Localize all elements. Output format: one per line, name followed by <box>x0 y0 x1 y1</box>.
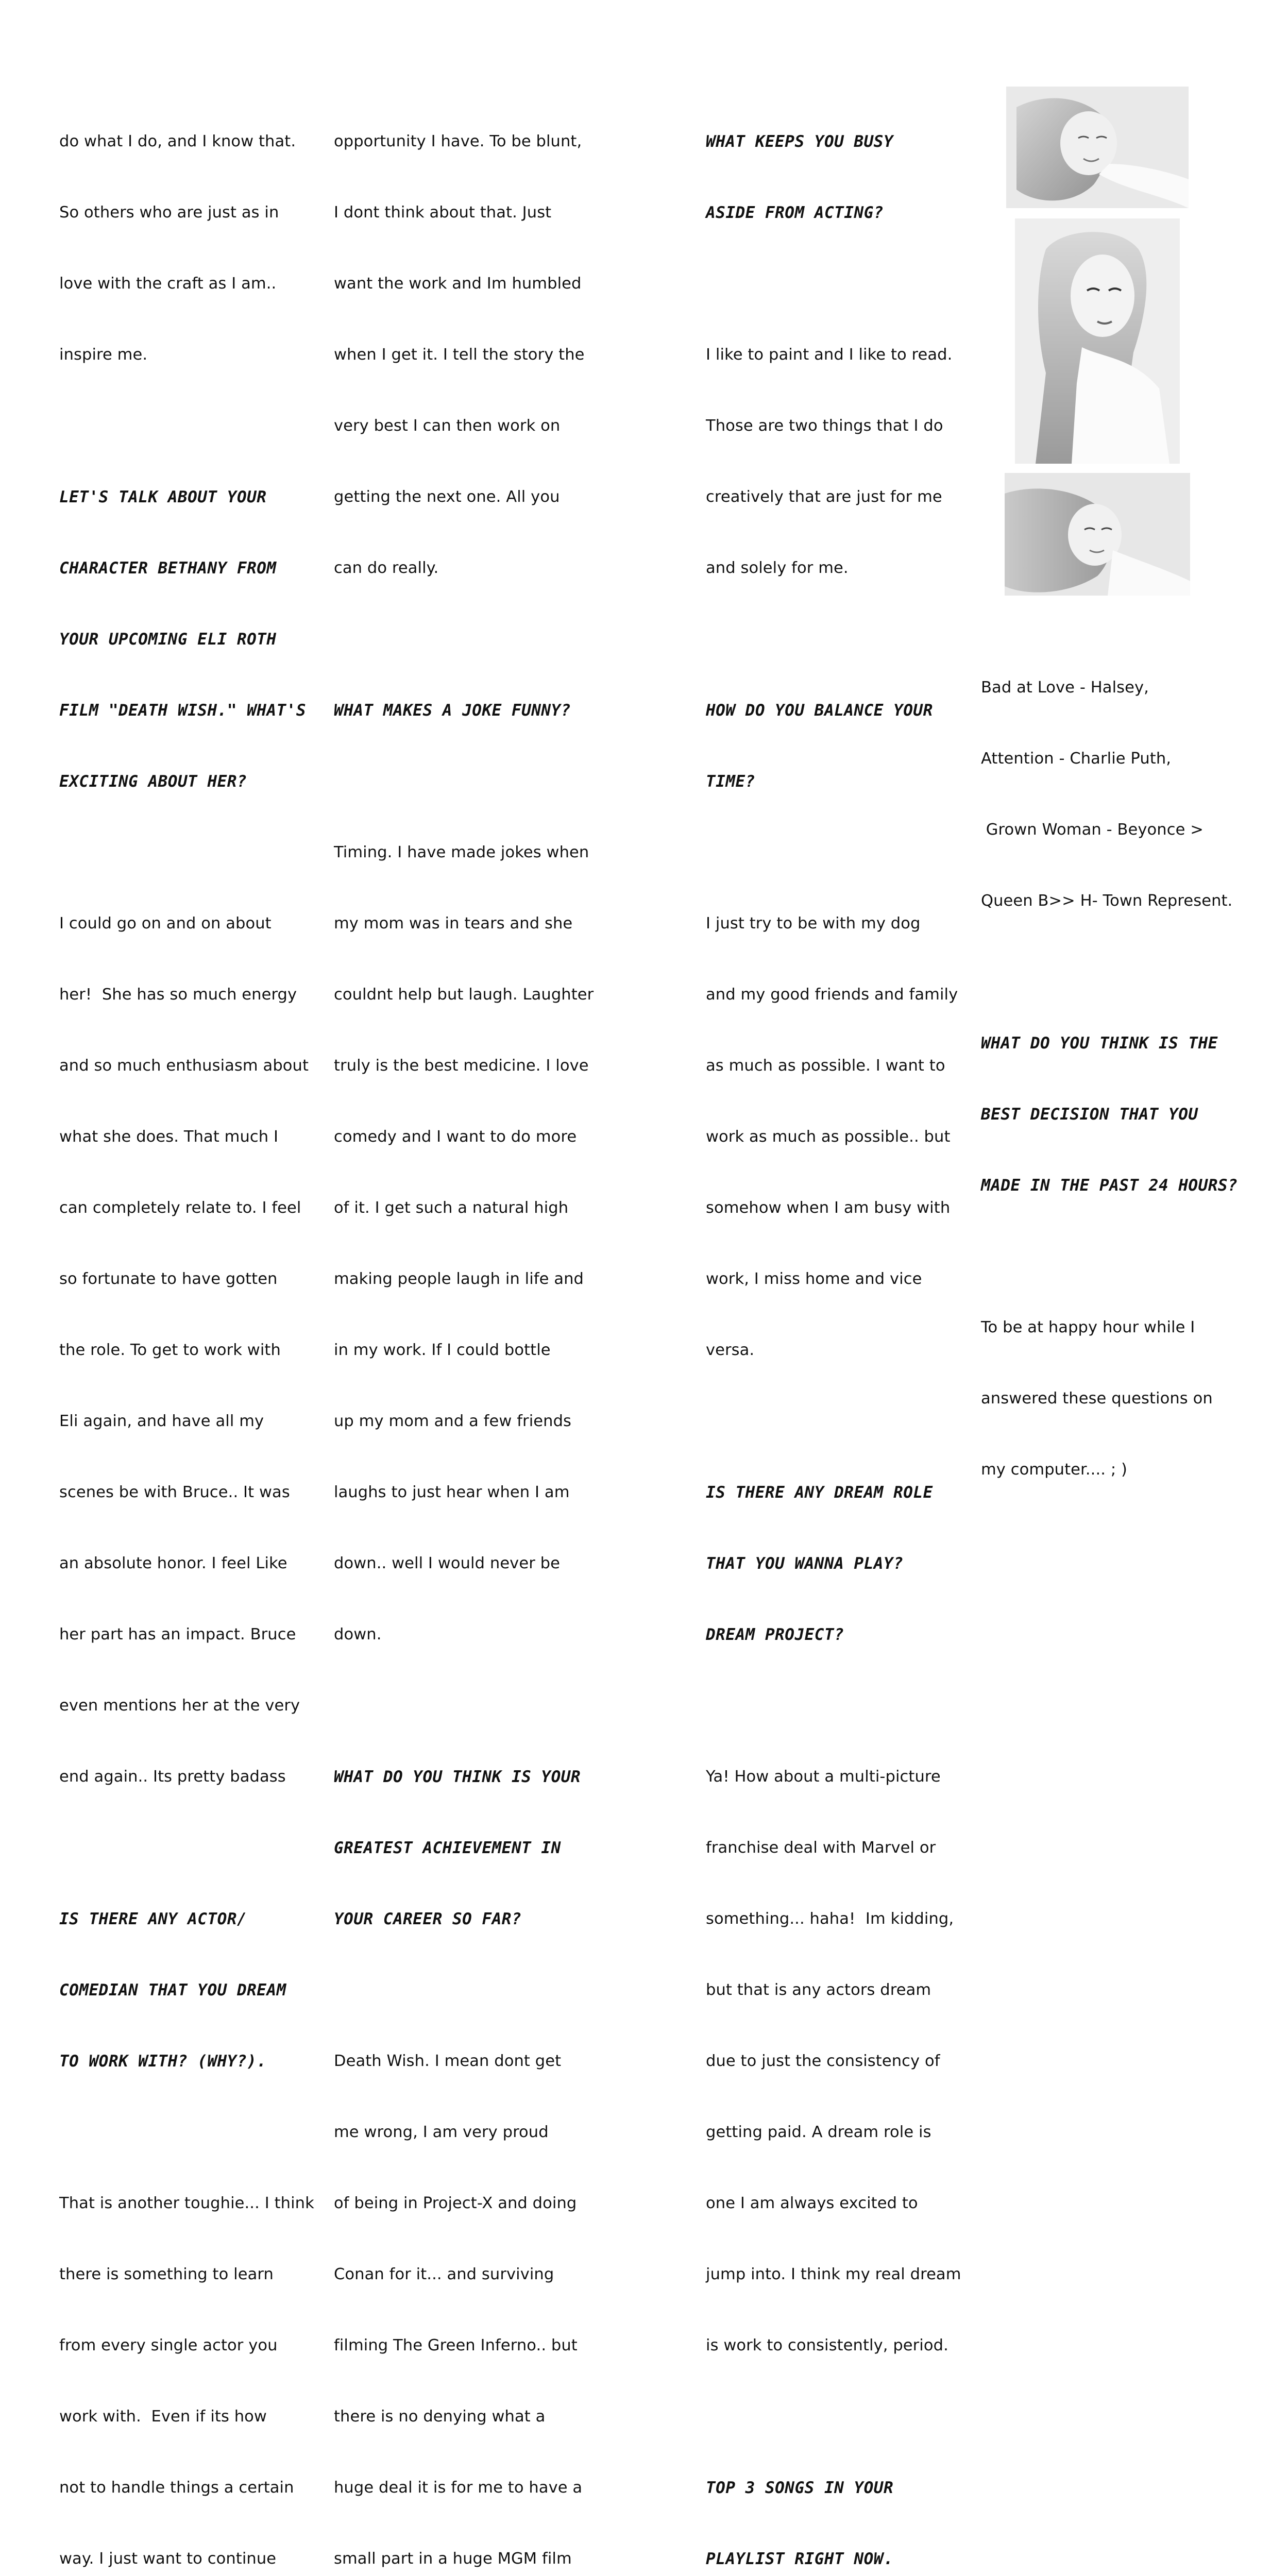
text-line: as much as possible. I want to <box>706 1057 945 1075</box>
text-line: is work to consistently, period. <box>706 2336 948 2354</box>
heading-line: MADE IN THE PAST 24 HOURS? <box>981 1176 1238 1195</box>
text-line: an absolute honor. I feel Like <box>59 1554 287 1572</box>
text-line: opportunity I have. To be blunt, <box>334 132 582 150</box>
text-line: can do really. <box>334 559 439 577</box>
text-line: couldnt help but laugh. Laughter <box>334 986 594 1004</box>
text-line: the role. To get to work with <box>59 1341 281 1359</box>
text-line: versa. <box>706 1341 755 1359</box>
portrait-photo-1 <box>1006 87 1189 208</box>
column-3 <box>706 82 974 2576</box>
text-line: up my mom and a few friends <box>334 1412 572 1430</box>
text-line: work, I miss home and vice <box>706 1270 922 1288</box>
text-line: do what I do, and I know that. <box>59 132 296 150</box>
portrait-illustration <box>1006 87 1189 208</box>
text-line: something... haha! Im kidding, <box>706 1910 954 1928</box>
text-line: what she does. That much I <box>59 1128 279 1146</box>
text-line: love with the craft as I am.. <box>59 275 277 293</box>
text-line: of being in Project-X and doing <box>334 2194 577 2212</box>
text-line: Attention - Charlie Puth, <box>981 750 1172 768</box>
text-line: making people laugh in life and <box>334 1270 584 1288</box>
text-line: I could go on and on about <box>59 914 272 933</box>
text-line: jump into. I think my real dream <box>706 2265 961 2283</box>
question-heading <box>706 651 974 841</box>
portrait-illustration <box>1015 218 1180 464</box>
text-line: me wrong, I am very proud <box>334 2123 549 2141</box>
text-line: I just try to be with my dog <box>706 914 921 933</box>
question-heading <box>334 651 597 770</box>
text-line: down.. well I would never be <box>334 1554 560 1572</box>
text-line: of it. I get such a natural high <box>334 1199 569 1217</box>
text-line: and solely for me. <box>706 559 849 577</box>
heading-line: WHAT DO YOU THINK IS YOUR <box>334 1768 581 1786</box>
heading-line: HOW DO YOU BALANCE YOUR <box>706 701 933 720</box>
text-line: can completely relate to. I feel <box>59 1199 301 1217</box>
text-line: Those are two things that I do <box>706 417 943 435</box>
heading-line: WHAT DO YOU THINK IS THE <box>981 1034 1218 1053</box>
text-line: filming The Green Inferno.. but <box>334 2336 578 2354</box>
text-line: and so much enthusiasm about <box>59 1057 309 1075</box>
column-1 <box>59 82 322 2576</box>
answer-paragraph <box>981 629 1269 960</box>
text-line: Eli again, and have all my <box>59 1412 264 1430</box>
text-line: Queen B>> H- Town Represent. <box>981 892 1233 910</box>
text-line: her part has an impact. Bruce <box>59 1625 296 1643</box>
question-heading <box>706 82 974 272</box>
text-line: Conan for it... and surviving <box>334 2265 554 2283</box>
heading-line: LET'S TALK ABOUT YOUR <box>59 488 267 506</box>
heading-line: BEST DECISION THAT YOU <box>981 1105 1198 1124</box>
heading-line: GREATEST ACHIEVEMENT IN <box>334 1839 561 1857</box>
text-line: somehow when I am busy with <box>706 1199 951 1217</box>
text-line: due to just the consistency of <box>706 2052 940 2070</box>
text-line: getting paid. A dream role is <box>706 2123 931 2141</box>
heading-line: WHAT KEEPS YOU BUSY <box>706 132 894 151</box>
text-line: Grown Woman - Beyonce > <box>981 821 1204 839</box>
paragraph <box>334 82 597 628</box>
text-line: when I get it. I tell the story the <box>334 346 585 364</box>
answer-paragraph <box>334 793 597 1694</box>
answer-paragraph <box>706 865 974 1410</box>
text-line: work with. Even if its how <box>59 2408 267 2426</box>
text-line: even mentions her at the very <box>59 1697 300 1715</box>
text-line: To be at happy hour while I <box>981 1318 1195 1336</box>
question-heading <box>706 2429 974 2576</box>
text-line: there is something to learn <box>59 2265 274 2283</box>
text-line: my mom was in tears and she <box>334 914 573 933</box>
heading-line: TOP 3 SONGS IN YOUR <box>706 2479 894 2497</box>
heading-line: FILM "DEATH WISH." WHAT'S <box>59 701 307 720</box>
text-line: creatively that are just for me <box>706 488 942 506</box>
text-line: work as much as possible.. but <box>706 1128 951 1146</box>
question-heading <box>706 1433 974 1694</box>
heading-line: THAT YOU WANNA PLAY? <box>706 1554 904 1573</box>
heading-line: TIME? <box>706 772 755 791</box>
text-line: very best I can then work on <box>334 417 561 435</box>
question-heading <box>59 438 322 841</box>
text-line: truly is the best medicine. I love <box>334 1057 589 1075</box>
text-line: comedy and I want to do more <box>334 1128 577 1146</box>
text-line: Death Wish. I mean dont get <box>334 2052 562 2070</box>
heading-line: YOUR UPCOMING ELI ROTH <box>59 630 277 649</box>
text-line: franchise deal with Marvel or <box>706 1839 936 1857</box>
column-4 <box>981 629 1269 1529</box>
text-line: laughs to just hear when I am <box>334 1483 570 1501</box>
text-line: from every single actor you <box>59 2336 278 2354</box>
answer-paragraph <box>706 1718 974 2405</box>
heading-line: IS THERE ANY DREAM ROLE <box>706 1483 933 1502</box>
text-line: so fortunate to have gotten <box>59 1270 278 1288</box>
text-line: there is no denying what a <box>334 2408 546 2426</box>
text-line: her! She has so much energy <box>59 986 297 1004</box>
text-line: in my work. If I could bottle <box>334 1341 551 1359</box>
heading-line: IS THERE ANY ACTOR/ <box>59 1910 247 1928</box>
text-line: Ya! How about a multi-picture <box>706 1768 941 1786</box>
text-line: huge deal it is for me to have a <box>334 2479 583 2497</box>
paragraph <box>59 82 322 414</box>
text-line: That is another toughie... I think <box>59 2194 314 2212</box>
answer-paragraph <box>706 296 974 628</box>
text-line: end again.. Its pretty badass <box>59 1768 286 1786</box>
answer-paragraph <box>334 2002 597 2576</box>
text-line: but that is any actors dream <box>706 1981 931 1999</box>
text-line: and my good friends and family <box>706 986 958 1004</box>
question-heading <box>981 984 1269 1245</box>
text-line: one I am always excited to <box>706 2194 918 2212</box>
question-heading <box>334 1718 597 1978</box>
heading-line: ASIDE FROM ACTING? <box>706 204 884 222</box>
text-line: not to handle things a certain <box>59 2479 294 2497</box>
text-line: scenes be with Bruce.. It was <box>59 1483 290 1501</box>
text-line: way. I just want to continue <box>59 2550 277 2568</box>
text-line: getting the next one. All you <box>334 488 560 506</box>
answer-paragraph <box>981 1268 1269 1529</box>
text-line: answered these questions on <box>981 1389 1213 1408</box>
portrait-photo-3 <box>1005 473 1190 596</box>
heading-line: EXCITING ABOUT HER? <box>59 772 247 791</box>
heading-line: PLAYLIST RIGHT NOW. <box>706 2550 894 2568</box>
text-line: I dont think about that. Just <box>334 204 552 222</box>
text-line: I like to paint and I like to read. <box>706 346 953 364</box>
heading-line: TO WORK WITH? (WHY?). <box>59 2052 267 2071</box>
text-line: Bad at Love - Halsey, <box>981 679 1149 697</box>
text-line: my computer.... ; ) <box>981 1461 1127 1479</box>
column-2 <box>334 82 597 2576</box>
text-line: inspire me. <box>59 346 148 364</box>
portrait-illustration <box>1005 473 1190 596</box>
heading-line: WHAT MAKES A JOKE FUNNY? <box>334 701 571 720</box>
text-line: down. <box>334 1625 382 1643</box>
text-line: Timing. I have made jokes when <box>334 843 589 861</box>
answer-paragraph <box>59 2144 322 2576</box>
text-line: want the work and Im humbled <box>334 275 582 293</box>
portrait-photo-2 <box>1015 218 1180 464</box>
heading-line: COMEDIAN THAT YOU DREAM <box>59 1981 286 1999</box>
question-heading <box>59 1860 322 2121</box>
heading-line: CHARACTER BETHANY FROM <box>59 559 277 578</box>
answer-paragraph <box>59 865 322 1836</box>
text-line: So others who are just as in <box>59 204 279 222</box>
heading-line: YOUR CAREER SO FAR? <box>334 1910 522 1928</box>
heading-line: DREAM PROJECT? <box>706 1625 844 1644</box>
text-line: small part in a huge MGM film <box>334 2550 572 2568</box>
